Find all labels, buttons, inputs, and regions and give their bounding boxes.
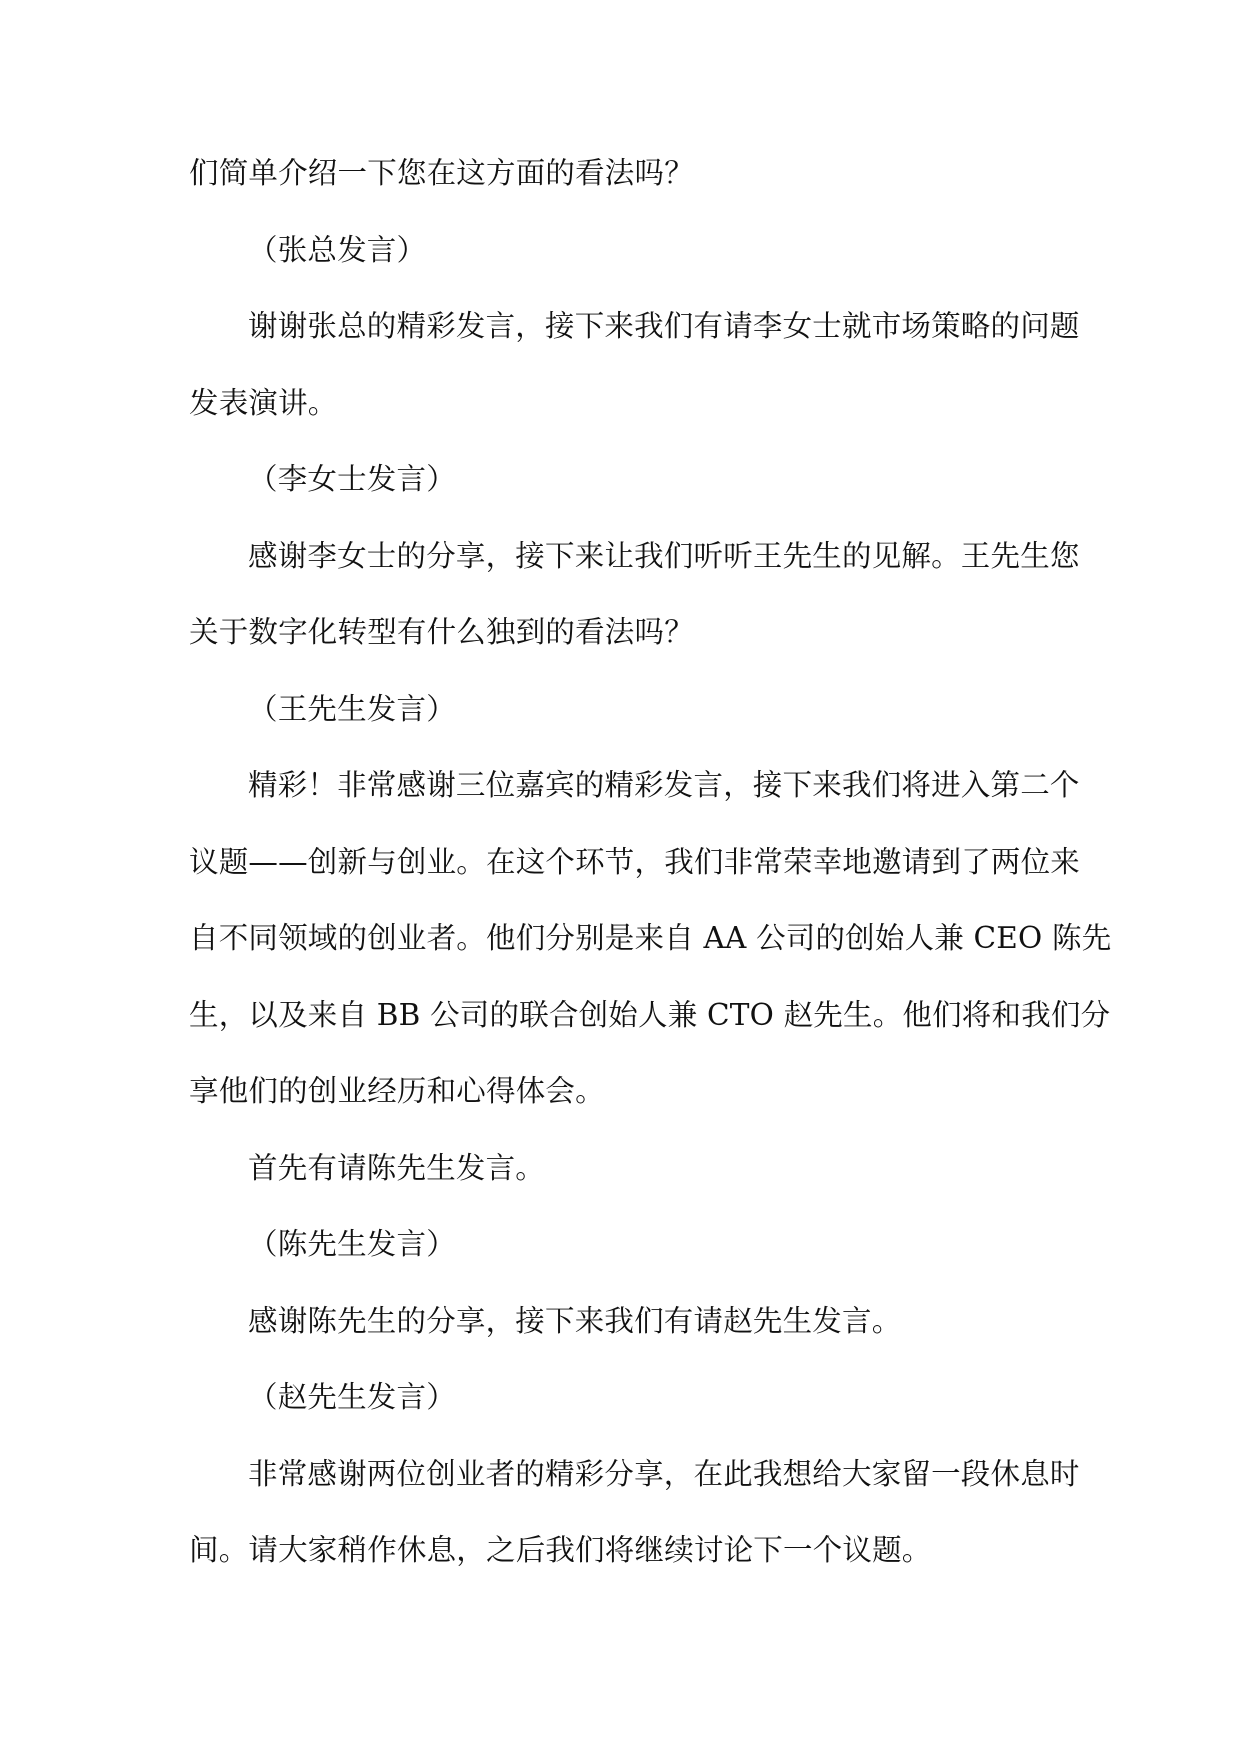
body-text (189, 135, 1112, 1589)
text-line: 议题——创新与创业。在这个环节，我们非常荣幸地邀请到了两位来 (189, 844, 1081, 879)
text-line: 间。请大家稍作休息，之后我们将继续讨论下一个议题。 (189, 1533, 932, 1567)
text-line: 关于数字化转型有什么独到的看法吗？ (189, 615, 694, 649)
text-line: 们简单介绍一下您在这方面的看法吗？ (189, 156, 694, 190)
paragraph (189, 671, 1059, 748)
paragraph (189, 1436, 1080, 1589)
paragraph (189, 1283, 1059, 1360)
text-line: （陈先生发言） (248, 1227, 456, 1261)
paragraph (189, 747, 1112, 1130)
text-line: （王先生发言） (248, 691, 456, 726)
text-line: 首先有请陈先生发言。 (248, 1150, 546, 1185)
paragraph (189, 1206, 1059, 1283)
paragraph (189, 212, 1059, 289)
text-line: （张总发言） (248, 232, 427, 267)
paragraph (189, 1130, 1059, 1207)
text-line: 享他们的创业经历和心得体会。 (189, 1074, 605, 1108)
text-line: （李女士发言） (248, 462, 456, 496)
paragraph (189, 288, 1080, 441)
text-line: （赵先生发言） (248, 1380, 456, 1414)
text-line: 谢谢张总的精彩发言，接下来我们有请李女士就市场策略的问题 (248, 309, 1080, 343)
text-line: 发表演讲。 (189, 385, 338, 420)
text-line: 生，以及来自 BB 公司的联合创始人兼 CTO 赵先生。他们将和我们分 (189, 997, 1111, 1032)
paragraph (189, 518, 1080, 671)
text-line: 精彩！非常感谢三位嘉宾的精彩发言，接下来我们将进入第二个 (248, 768, 1080, 802)
paragraph (189, 1359, 1059, 1436)
text-line: 自不同领域的创业者。他们分别是来自 AA 公司的创始人兼 CEO 陈先 (189, 921, 1112, 955)
paragraph (189, 135, 1059, 212)
text-line: 感谢陈先生的分享，接下来我们有请赵先生发言。 (248, 1303, 902, 1338)
paragraph (189, 441, 1059, 518)
text-line: 感谢李女士的分享，接下来让我们听听王先生的见解。王先生您 (248, 538, 1080, 573)
text-line: 非常感谢两位创业者的精彩分享，在此我想给大家留一段休息时 (248, 1456, 1080, 1491)
